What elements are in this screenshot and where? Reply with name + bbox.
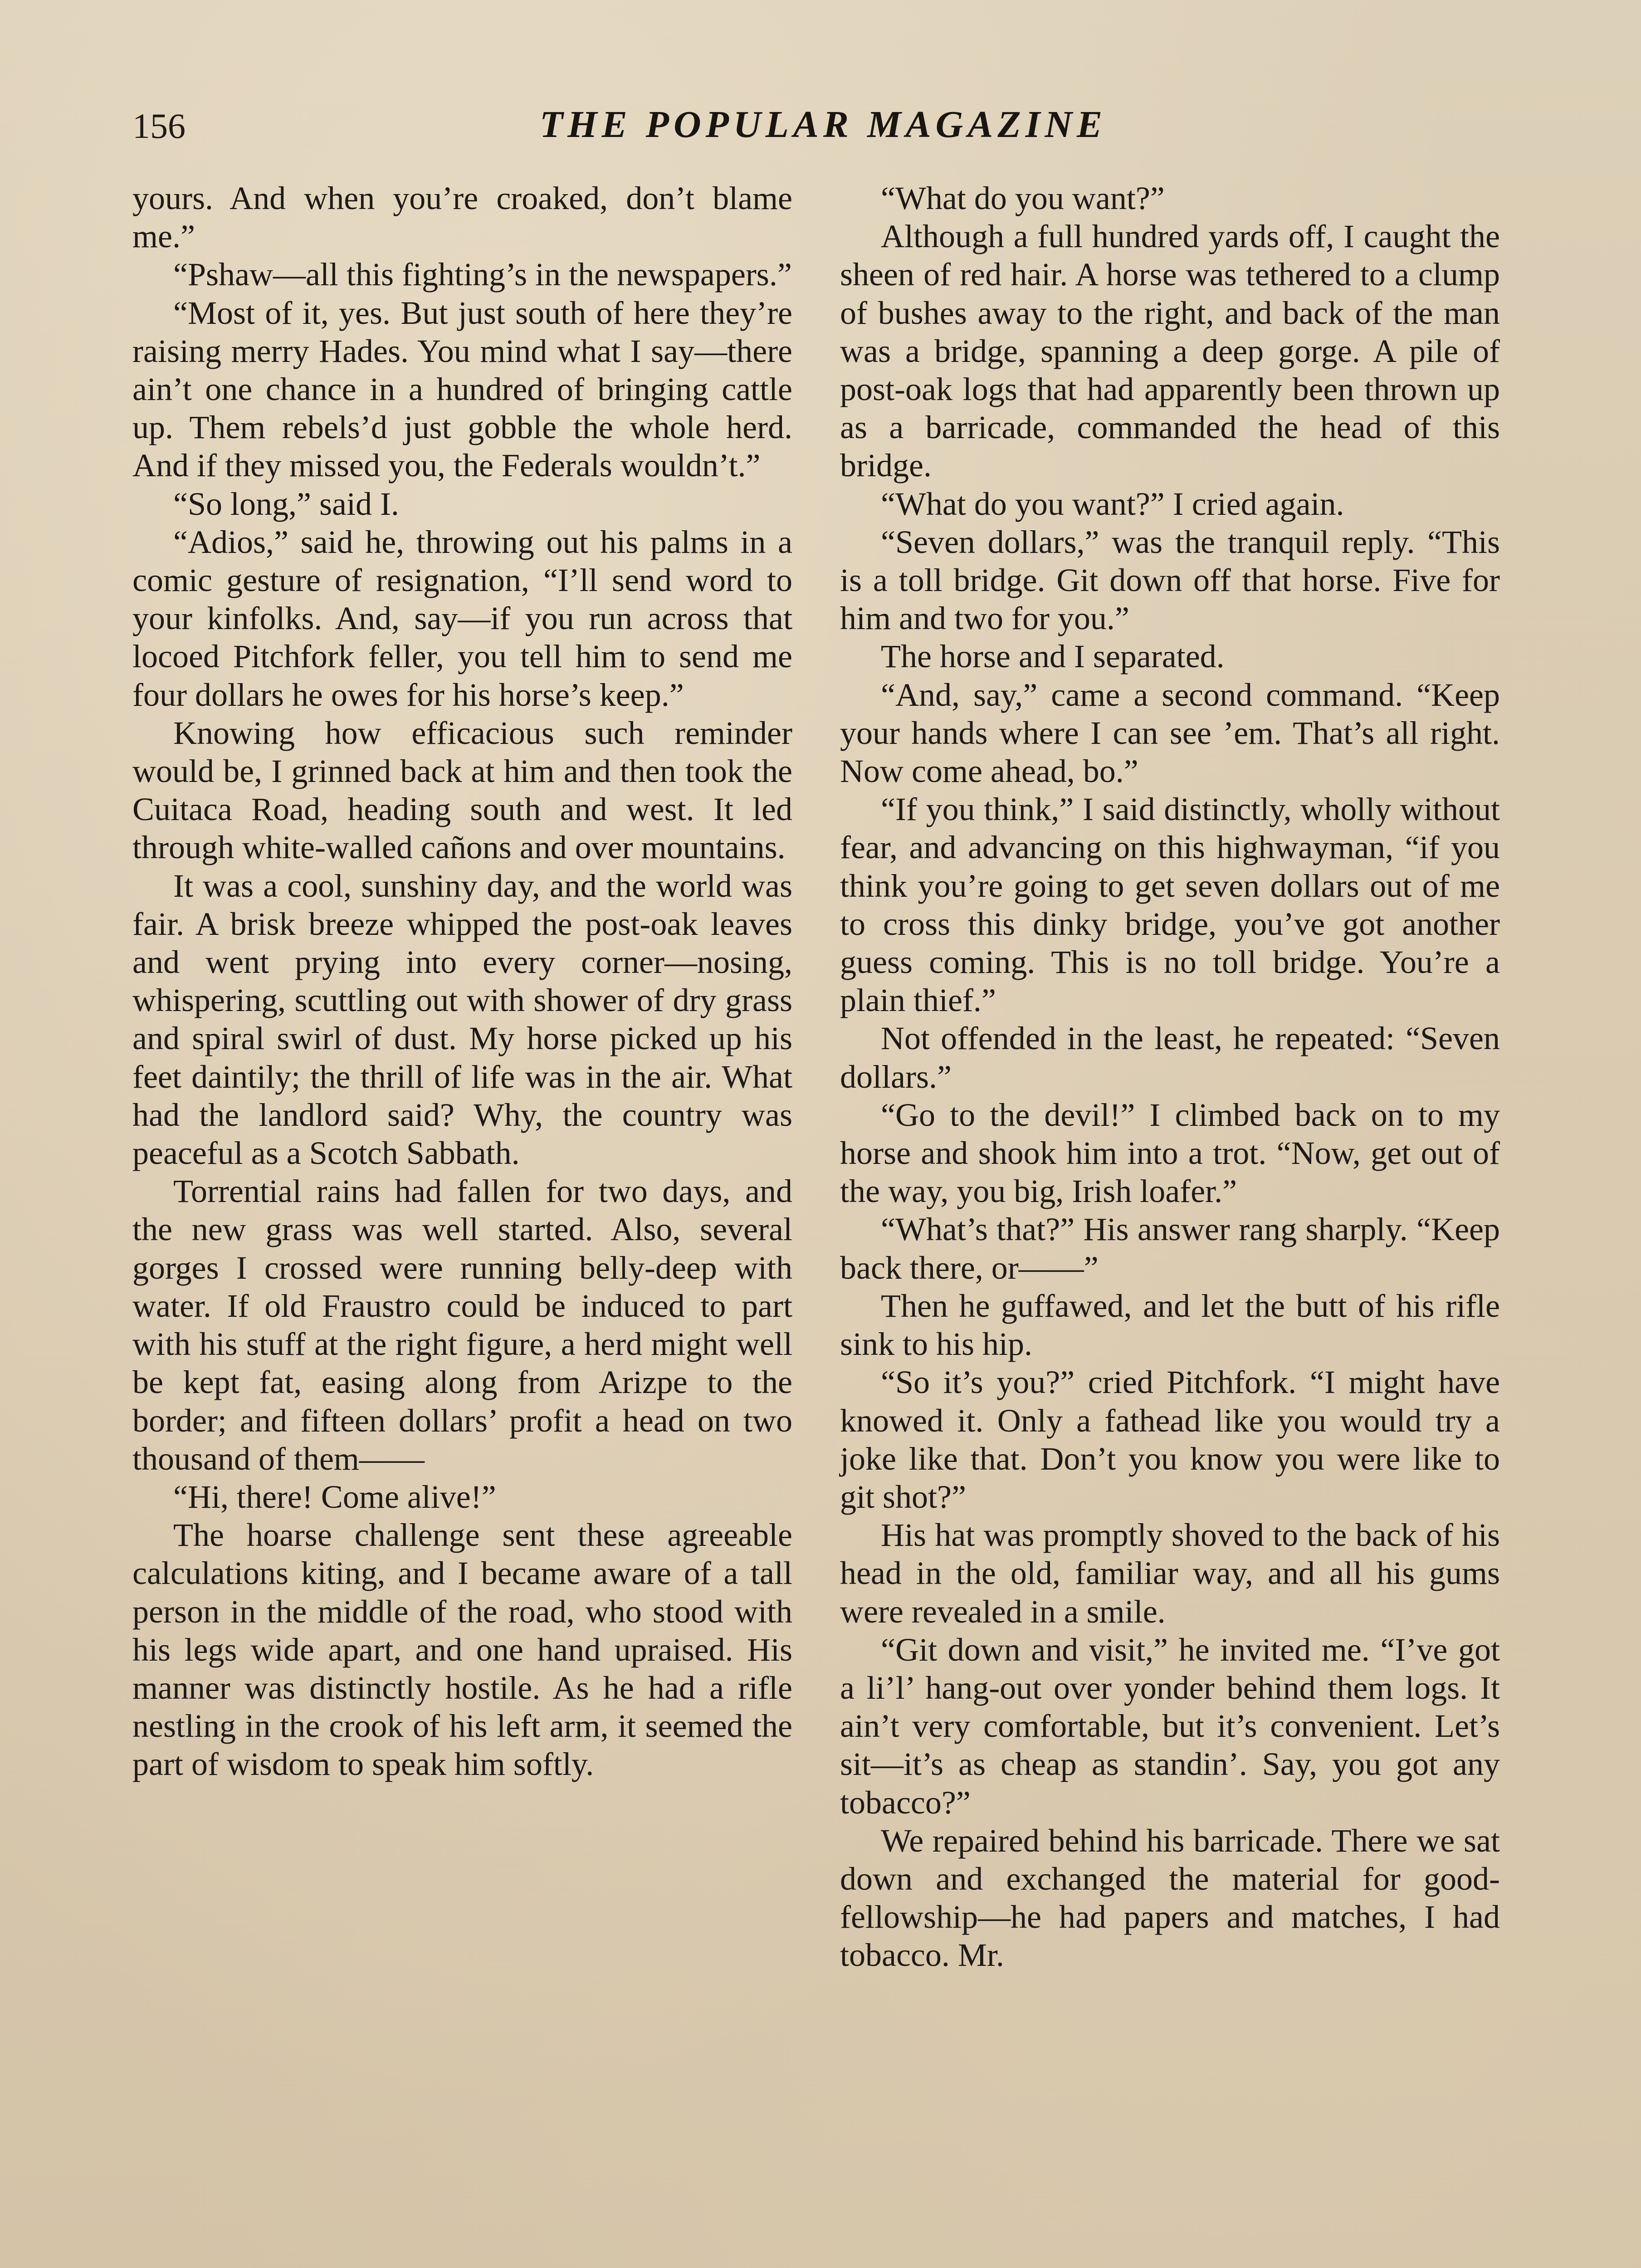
paragraph: “Hi, there! Come alive!”: [173, 1478, 496, 1515]
paragraph: “So it’s you?” cried Pitchfork. “I might have knowed it. Only a fathead like you would try a joke like that. Don’t you know you were like to git shot?”: [840, 1364, 1500, 1515]
paragraph: “So long,” said I.: [173, 485, 399, 522]
paragraph: “Pshaw—all this fighting’s in the newspapers.”: [173, 256, 792, 293]
paragraph: “What do you want?” I cried again.: [881, 485, 1344, 522]
paragraph: Torrential rains had fallen for two days, and the new grass was well started. Also, several gorges I crossed were running belly-deep with water. If old Fraustro could be induced to part with his stuff at the right figure, a herd might well be kept fat, easing along from Arizpe to the border; and fifteen dollars’ profit a head on two thousand of them——: [132, 1173, 792, 1477]
paragraph: yours. And when you’re croaked, don’t blame me.”: [132, 180, 792, 255]
paragraph: “What do you want?”: [881, 180, 1165, 216]
left-text-column: [132, 179, 792, 1784]
paragraph: His hat was promptly shoved to the back of his head in the old, familiar way, and all his gums were revealed in a smile.: [840, 1517, 1500, 1630]
right-text-column: [840, 179, 1500, 1975]
paragraph: “Most of it, yes. But just south of here they’re raising merry Hades. You mind what I say—there ain’t one chance in a hundred of bringing cattle up. Them rebels’d just gobble the whole herd. And if they missed you, the Federals wouldn’t.”: [132, 294, 792, 484]
paragraph: “Seven dollars,” was the tranquil reply. “This is a toll bridge. Git down off that horse. Five for him and two for you.”: [840, 523, 1500, 637]
paragraph: “And, say,” came a second command. “Keep your hands where I can see ’em. That’s all right. Now come ahead, bo.”: [840, 676, 1500, 790]
paragraph: We repaired behind his barricade. There we sat down and exchanged the material for good-fellowship—he had papers and matches, I had tobacco. Mr.: [840, 1822, 1500, 1974]
page-number: 156: [132, 106, 186, 146]
paragraph: Knowing how efficacious such reminder would be, I grinned back at him and then took the Cuitaca Road, heading south and west. It led through white-walled cañons and over mountains.: [132, 714, 792, 866]
paragraph: It was a cool, sunshiny day, and the world was fair. A brisk breeze whipped the post-oak leaves and went prying into every corner—nosing, whispering, scuttling out with shower of dry grass and spiral swirl of dust. My horse picked up his feet daintily; the thrill of life was in the air. What had the landlord said? Why, the country was peaceful as a Scotch Sabbath.: [132, 867, 792, 1172]
paragraph: “What’s that?” His answer rang sharply. “Keep back there, or——”: [840, 1211, 1500, 1286]
paragraph: Although a full hundred yards off, I caught the sheen of red hair. A horse was tethered to a clump of bushes away to the right, and back of the man was a bridge, spanning a deep gorge. A pile of post-oak logs that had apparently been thrown up as a barricade, commanded the head of this bridge.: [840, 218, 1500, 484]
paragraph: The horse and I separated.: [881, 638, 1225, 675]
magazine-title: THE POPULAR MAGAZINE: [539, 103, 1107, 146]
paragraph: “Git down and visit,” he invited me. “I’ve got a li’l’ hang-out over yonder behind them logs. It ain’t very comfortable, but it’s convenient. Let’s sit—it’s as cheap as standin’. Say, you got any tobacco?”: [840, 1631, 1500, 1821]
paragraph: Then he guffawed, and let the butt of his rifle sink to his hip.: [840, 1287, 1500, 1363]
paragraph: The hoarse challenge sent these agreeable calculations kiting, and I became aware of a tall person in the middle of the road, who stood with his legs wide apart, and one hand upraised. His manner was distinctly hostile. As he had a rifle nestling in the crook of his left arm, it seemed the part of wisdom to speak him softly.: [132, 1517, 792, 1783]
paragraph: “Adios,” said he, throwing out his palms in a comic gesture of resignation, “I’ll send word to your kinfolks. And, say—if you run across that locoed Pitchfork feller, you tell him to send me four dollars he owes for his horse’s keep.”: [132, 523, 792, 713]
paragraph: “Go to the devil!” I climbed back on to my horse and shook him into a trot. “Now, get out of the way, you big, Irish loafer.”: [840, 1096, 1500, 1210]
running-head: [0, 98, 1641, 152]
paragraph: Not offended in the least, he repeated: “Seven dollars.”: [840, 1020, 1500, 1095]
paragraph: “If you think,” I said distinctly, wholly without fear, and advancing on this highwayman, “if you think you’re going to get seven dollars out of me to cross this dinky bridge, you’ve got another guess coming. This is no toll bridge. You’re a plain thief.”: [840, 791, 1500, 1019]
